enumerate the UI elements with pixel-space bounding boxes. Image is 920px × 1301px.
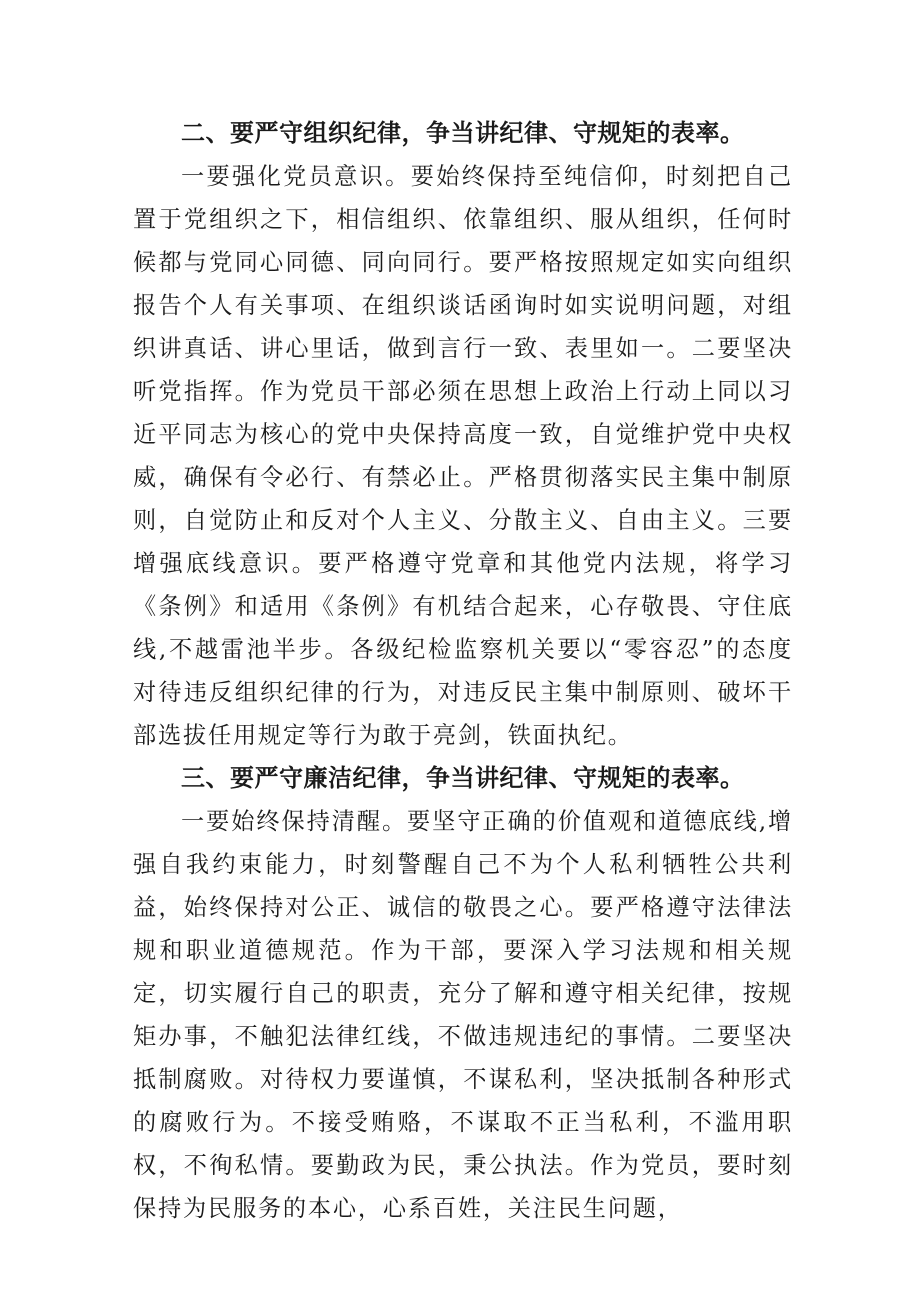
section-paragraph-integrity-discipline: 一要始终保持清醒。要坚守正确的价值观和道德底线,增强自我约束能力，时刻警醒自己不为个人私利牺牲公共利益，始终保持对公正、诚信的敬畏之心。要严格遵守法律法规和职业道德规范。作为干部，要深入学习法规和相关规定，切实履行自己的职责，充分了解和遵守相关纪律，按规矩办事，不触犯法律红线，不做违规违纪的事情。二要坚决抵制腐败。对待权力要谨慎，不谋私利，坚决抵制各种形式的腐败行为。不接受贿赂，不谋取不正当私利，不滥用职权，不徇私情。要勤政为民，秉公执法。作为党员，要时刻保持为民服务的本心，心系百姓，关注民生问题，	[133, 808, 793, 1222]
section-heading-integrity-discipline: 三、要严守廉洁纪律，争当讲纪律、守规矩的表率。	[181, 764, 745, 792]
section-paragraph-organization-discipline: 一要强化党员意识。要始终保持至纯信仰，时刻把自己置于党组织之下，相信组织、依靠组织、服从组织，任何时候都与党同心同德、同向同行。要严格按照规定如实向组织报告个人有关事项、在组织谈话函询时如实说明问题，对组织讲真话、讲心里话，做到言行一致、表里如一。二要坚决听党指挥。作为党员干部必须在思想上政治上行动上同以习近平同志为核心的党中央保持高度一致，自觉维护党中央权威，确保有令必行、有禁必止。严格贯彻落实民主集中制原则，自觉防止和反对个人主义、分散主义、自由主义。三要增强底线意识。要严格遵守党章和其他党内法规，将学习《条例》和适用《条例》有机结合起来，心存敬畏、守住底线,不越雷池半步。各级纪检监察机关要以“零容忍”的态度对待违反组织纪律的行为，对违反民主集中制原则、破坏干部选拔任用规定等行为敢于亮剑，铁面执纪。	[133, 163, 793, 749]
document-body	[133, 112, 793, 1230]
section-heading-organization-discipline: 二、要严守组织纪律，争当讲纪律、守规矩的表率。	[181, 119, 745, 147]
